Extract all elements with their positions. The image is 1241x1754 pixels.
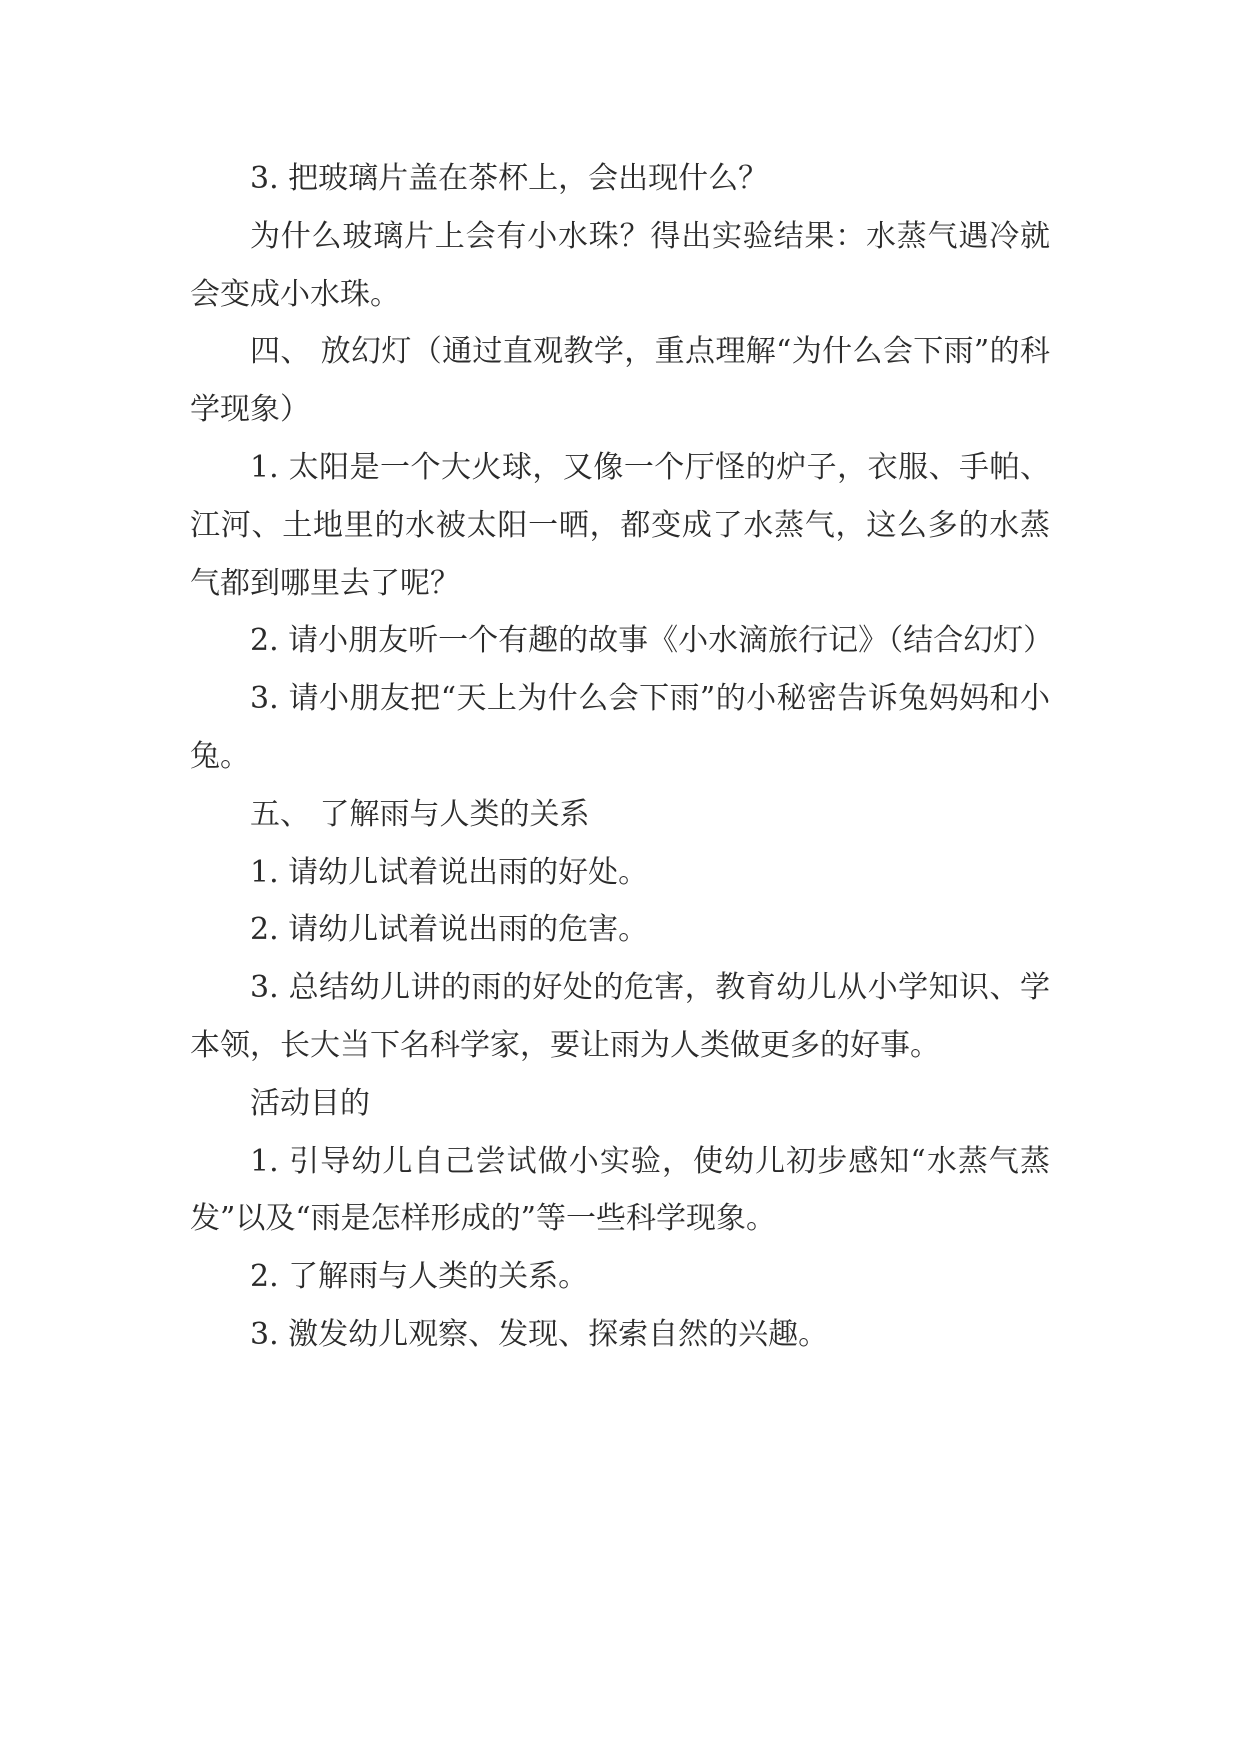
paragraph-slides-2: 2. 请小朋友听一个有趣的故事《小水滴旅行记》（结合幻灯）	[250, 623, 1054, 659]
paragraph-summary: 3. 总结幼儿讲的雨的好处的危害，教育幼儿从小学知识、学本领，长大当下名科学家，要让雨为人类做更多的好事。	[190, 970, 1050, 1063]
paragraph-rain-benefits: 1. 请幼儿试着说出雨的好处。	[250, 854, 649, 890]
paragraph-goal-3: 3. 激发幼儿观察、发现、探索自然的兴趣。	[250, 1316, 829, 1352]
paragraph-step-3-glass: 3. 把玻璃片盖在茶杯上，会出现什么？	[250, 161, 769, 196]
paragraph-rain-harms: 2. 请幼儿试着说出雨的危害。	[250, 912, 649, 948]
paragraph-slides-3: 3. 请小朋友把“天上为什么会下雨”的小秘密告诉兔妈妈和小兔。	[190, 681, 1050, 774]
paragraph-goal-1: 1. 引导幼儿自己尝试做小实验，使幼儿初步感知“水蒸气蒸发”以及“雨是怎样形成的”等一些科学现象。	[190, 1143, 1050, 1237]
document-body	[190, 150, 1054, 1364]
section-heading-rain-relation: 五、 了解雨与人类的关系	[250, 796, 590, 832]
paragraph-goal-2: 2. 了解雨与人类的关系。	[250, 1259, 589, 1295]
paragraph-slides-1: 1. 太阳是一个大火球，又像一个厅怪的炉子，衣服、手帕、江河、土地里的水被太阳一晒，都变成了水蒸气，这么多的水蒸气都到哪里去了呢？	[190, 449, 1050, 601]
section-heading-slides: 四、 放幻灯（通过直观教学，重点理解“为什么会下雨”的科学现象）	[190, 334, 1050, 428]
paragraph-experiment-result: 为什么玻璃片上会有小水珠？得出实验结果：水蒸气遇冷就会变成小水珠。	[190, 218, 1050, 312]
section-heading-goals: 活动目的	[250, 1085, 370, 1121]
